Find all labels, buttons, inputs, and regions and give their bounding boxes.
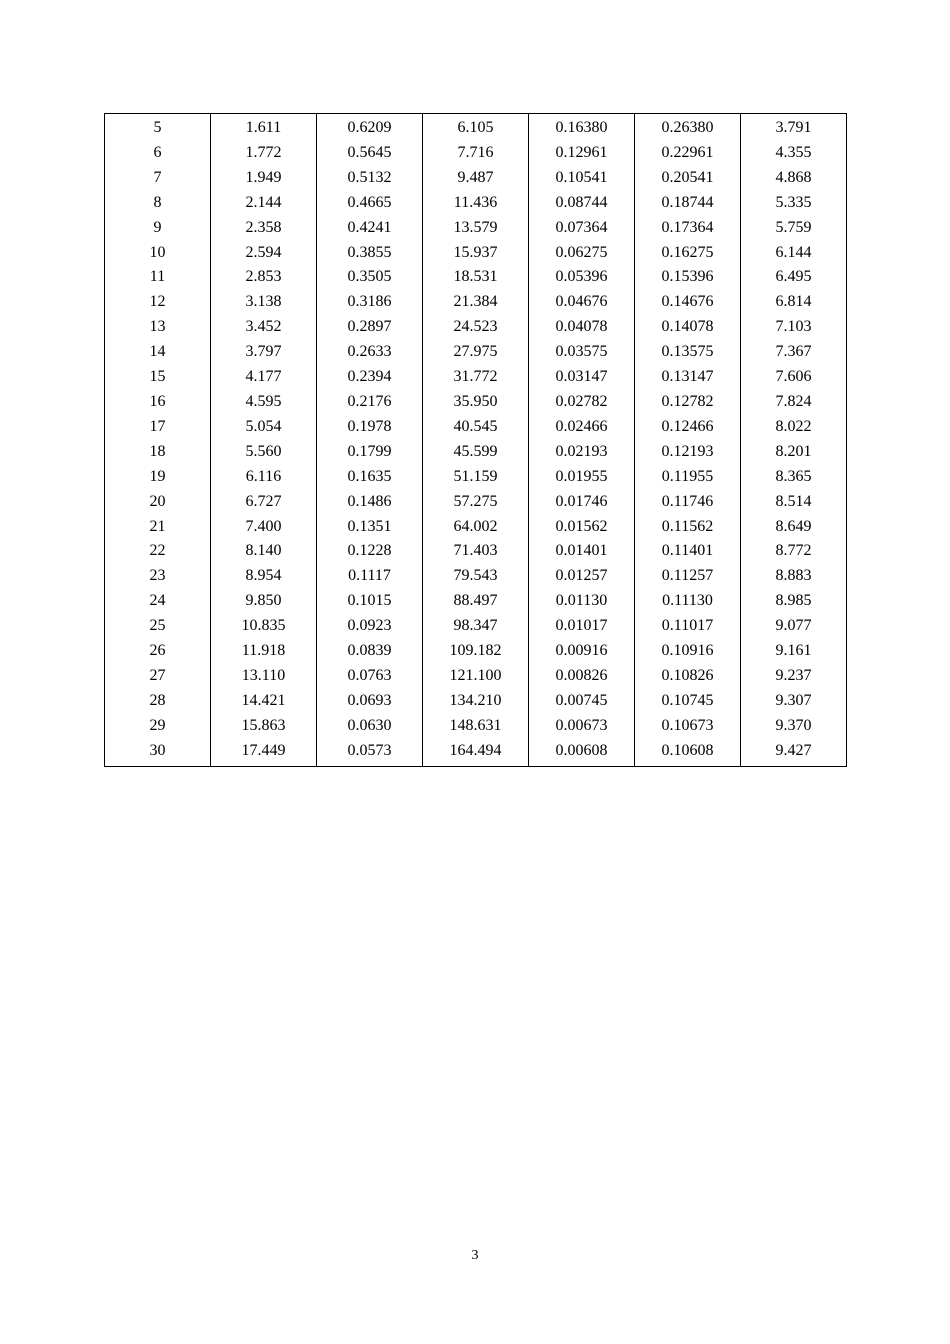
table-cell: 109.182 — [423, 639, 529, 664]
table-cell: 11.918 — [211, 639, 317, 664]
table-cell: 9.237 — [741, 664, 847, 689]
table-cell: 0.2176 — [317, 390, 423, 415]
table-cell: 31.772 — [423, 365, 529, 390]
table-cell: 9.307 — [741, 689, 847, 714]
table-cell: 0.11955 — [635, 465, 741, 490]
table-cell: 0.16380 — [529, 114, 635, 141]
table-cell: 0.3186 — [317, 290, 423, 315]
table-cell: 0.1978 — [317, 415, 423, 440]
table-cell: 164.494 — [423, 739, 529, 766]
table-cell: 27.975 — [423, 340, 529, 365]
table-cell: 9.850 — [211, 589, 317, 614]
table-cell: 7.606 — [741, 365, 847, 390]
table-cell: 0.07364 — [529, 216, 635, 241]
table-cell: 0.03147 — [529, 365, 635, 390]
table-cell: 6.116 — [211, 465, 317, 490]
table-cell: 0.26380 — [635, 114, 741, 141]
table-row — [105, 539, 847, 564]
table-cell: 17.449 — [211, 739, 317, 766]
table-row — [105, 689, 847, 714]
table-cell: 13.579 — [423, 216, 529, 241]
table-cell: 6.495 — [741, 265, 847, 290]
table-cell: 0.10745 — [635, 689, 741, 714]
table-cell: 8.140 — [211, 539, 317, 564]
table-cell: 0.10673 — [635, 714, 741, 739]
table-cell: 8.365 — [741, 465, 847, 490]
table-cell: 9.077 — [741, 614, 847, 639]
table-cell: 121.100 — [423, 664, 529, 689]
table-cell: 6.105 — [423, 114, 529, 141]
table-cell: 4.868 — [741, 166, 847, 191]
table-cell: 64.002 — [423, 515, 529, 540]
table-cell: 0.01401 — [529, 539, 635, 564]
table-cell: 19 — [105, 465, 211, 490]
table-row — [105, 490, 847, 515]
table-cell: 0.13575 — [635, 340, 741, 365]
table-cell: 57.275 — [423, 490, 529, 515]
table-cell: 79.543 — [423, 564, 529, 589]
table-cell: 0.03575 — [529, 340, 635, 365]
table-cell: 0.0630 — [317, 714, 423, 739]
table-cell: 0.01017 — [529, 614, 635, 639]
table-cell: 0.10916 — [635, 639, 741, 664]
table-cell: 0.1635 — [317, 465, 423, 490]
table-cell: 8.954 — [211, 564, 317, 589]
table-cell: 21.384 — [423, 290, 529, 315]
table-cell: 3.797 — [211, 340, 317, 365]
table-cell: 21 — [105, 515, 211, 540]
table-cell: 18 — [105, 440, 211, 465]
table-cell: 0.1228 — [317, 539, 423, 564]
table-cell: 0.2394 — [317, 365, 423, 390]
table-cell: 0.04078 — [529, 315, 635, 340]
table-cell: 1.772 — [211, 141, 317, 166]
table-cell: 0.12961 — [529, 141, 635, 166]
table-cell: 9.370 — [741, 714, 847, 739]
table-row — [105, 415, 847, 440]
table-cell: 0.18744 — [635, 191, 741, 216]
table-row — [105, 515, 847, 540]
table-cell: 0.00916 — [529, 639, 635, 664]
table-cell: 16 — [105, 390, 211, 415]
table-cell: 40.545 — [423, 415, 529, 440]
table-row — [105, 664, 847, 689]
table-row — [105, 465, 847, 490]
table-cell: 0.4665 — [317, 191, 423, 216]
table-cell: 0.00673 — [529, 714, 635, 739]
table-cell: 17 — [105, 415, 211, 440]
table-cell: 0.11562 — [635, 515, 741, 540]
table-cell: 0.2897 — [317, 315, 423, 340]
table-cell: 20 — [105, 490, 211, 515]
table-cell: 0.22961 — [635, 141, 741, 166]
table-row — [105, 589, 847, 614]
table-cell: 9.161 — [741, 639, 847, 664]
table-cell: 0.0763 — [317, 664, 423, 689]
table-row — [105, 241, 847, 266]
table-cell: 7.716 — [423, 141, 529, 166]
table-cell: 0.13147 — [635, 365, 741, 390]
table-cell: 148.631 — [423, 714, 529, 739]
table-cell: 0.10608 — [635, 739, 741, 766]
table-cell: 9.487 — [423, 166, 529, 191]
table-cell: 7.367 — [741, 340, 847, 365]
table-cell: 0.3505 — [317, 265, 423, 290]
table-cell: 1.949 — [211, 166, 317, 191]
table-cell: 2.358 — [211, 216, 317, 241]
table-cell: 5.335 — [741, 191, 847, 216]
table-row — [105, 265, 847, 290]
table-cell: 26 — [105, 639, 211, 664]
table-cell: 45.599 — [423, 440, 529, 465]
table-cell: 5.054 — [211, 415, 317, 440]
table-cell: 18.531 — [423, 265, 529, 290]
table-cell: 88.497 — [423, 589, 529, 614]
table-cell: 0.14078 — [635, 315, 741, 340]
table-cell: 0.6209 — [317, 114, 423, 141]
table-cell: 0.11401 — [635, 539, 741, 564]
table-row — [105, 340, 847, 365]
table-cell: 0.02466 — [529, 415, 635, 440]
page-number: 3 — [471, 1248, 479, 1263]
table-row — [105, 166, 847, 191]
table-cell: 0.5645 — [317, 141, 423, 166]
table-cell: 0.01562 — [529, 515, 635, 540]
table-row — [105, 390, 847, 415]
table-cell: 15.937 — [423, 241, 529, 266]
table-row — [105, 114, 847, 141]
table-cell: 0.1799 — [317, 440, 423, 465]
table-cell: 0.10826 — [635, 664, 741, 689]
table-row — [105, 315, 847, 340]
table-cell: 14.421 — [211, 689, 317, 714]
table-cell: 0.4241 — [317, 216, 423, 241]
table-cell: 15.863 — [211, 714, 317, 739]
table-cell: 24 — [105, 589, 211, 614]
table-cell: 0.10541 — [529, 166, 635, 191]
table-cell: 0.3855 — [317, 241, 423, 266]
table-cell: 0.0839 — [317, 639, 423, 664]
table-cell: 0.06275 — [529, 241, 635, 266]
table-cell: 51.159 — [423, 465, 529, 490]
table-cell: 12 — [105, 290, 211, 315]
table-cell: 8.883 — [741, 564, 847, 589]
table-cell: 4.595 — [211, 390, 317, 415]
table-cell: 0.20541 — [635, 166, 741, 191]
table-cell: 0.5132 — [317, 166, 423, 191]
table-cell: 0.00608 — [529, 739, 635, 766]
table-cell: 8 — [105, 191, 211, 216]
table-row — [105, 714, 847, 739]
interest-factor-table — [104, 113, 847, 767]
table-cell: 6 — [105, 141, 211, 166]
table-row — [105, 739, 847, 766]
table-cell: 0.12193 — [635, 440, 741, 465]
table-cell: 0.0573 — [317, 739, 423, 766]
table-cell: 0.04676 — [529, 290, 635, 315]
table-cell: 14 — [105, 340, 211, 365]
table-body — [105, 114, 847, 767]
table-cell: 7.103 — [741, 315, 847, 340]
table-cell: 11 — [105, 265, 211, 290]
table-cell: 0.16275 — [635, 241, 741, 266]
table-cell: 0.12782 — [635, 390, 741, 415]
table-cell: 3.452 — [211, 315, 317, 340]
table-cell: 0.08744 — [529, 191, 635, 216]
table-row — [105, 141, 847, 166]
table-cell: 13 — [105, 315, 211, 340]
table-cell: 9 — [105, 216, 211, 241]
table-cell: 1.611 — [211, 114, 317, 141]
table-cell: 0.02193 — [529, 440, 635, 465]
table-cell: 9.427 — [741, 739, 847, 766]
table-cell: 0.02782 — [529, 390, 635, 415]
table-cell: 25 — [105, 614, 211, 639]
table-cell: 3.791 — [741, 114, 847, 141]
table-row — [105, 365, 847, 390]
table-cell: 0.1351 — [317, 515, 423, 540]
table-cell: 7.400 — [211, 515, 317, 540]
table-cell: 10 — [105, 241, 211, 266]
table-cell: 0.00826 — [529, 664, 635, 689]
table-cell: 29 — [105, 714, 211, 739]
table-cell: 35.950 — [423, 390, 529, 415]
table-cell: 0.1117 — [317, 564, 423, 589]
table-cell: 98.347 — [423, 614, 529, 639]
table-cell: 8.201 — [741, 440, 847, 465]
table-cell: 10.835 — [211, 614, 317, 639]
table-cell: 4.177 — [211, 365, 317, 390]
table-cell: 71.403 — [423, 539, 529, 564]
table-cell: 30 — [105, 739, 211, 766]
table-cell: 7 — [105, 166, 211, 191]
table-cell: 8.772 — [741, 539, 847, 564]
table-cell: 6.144 — [741, 241, 847, 266]
table-cell: 8.514 — [741, 490, 847, 515]
table-cell: 5 — [105, 114, 211, 141]
table-cell: 0.11746 — [635, 490, 741, 515]
table-cell: 0.17364 — [635, 216, 741, 241]
table-cell: 0.1486 — [317, 490, 423, 515]
table-cell: 28 — [105, 689, 211, 714]
table-cell: 7.824 — [741, 390, 847, 415]
table-cell: 0.00745 — [529, 689, 635, 714]
table-cell: 5.759 — [741, 216, 847, 241]
table-row — [105, 290, 847, 315]
table-row — [105, 440, 847, 465]
table-cell: 22 — [105, 539, 211, 564]
table-cell: 0.2633 — [317, 340, 423, 365]
table-row — [105, 564, 847, 589]
table-cell: 27 — [105, 664, 211, 689]
table-cell: 0.12466 — [635, 415, 741, 440]
table-cell: 3.138 — [211, 290, 317, 315]
table-row — [105, 614, 847, 639]
table-cell: 0.01955 — [529, 465, 635, 490]
table-cell: 0.01746 — [529, 490, 635, 515]
table-cell: 0.11130 — [635, 589, 741, 614]
table-cell: 0.15396 — [635, 265, 741, 290]
table-cell: 0.14676 — [635, 290, 741, 315]
table-cell: 0.01130 — [529, 589, 635, 614]
table-cell: 0.11257 — [635, 564, 741, 589]
table-row — [105, 216, 847, 241]
table-cell: 0.05396 — [529, 265, 635, 290]
table-cell: 5.560 — [211, 440, 317, 465]
table-cell: 2.144 — [211, 191, 317, 216]
table-cell: 8.985 — [741, 589, 847, 614]
table-cell: 8.649 — [741, 515, 847, 540]
table-cell: 0.1015 — [317, 589, 423, 614]
table-cell: 134.210 — [423, 689, 529, 714]
table-cell: 2.594 — [211, 241, 317, 266]
table-cell: 6.727 — [211, 490, 317, 515]
table-row — [105, 191, 847, 216]
table-cell: 0.01257 — [529, 564, 635, 589]
table-cell: 6.814 — [741, 290, 847, 315]
table-cell: 24.523 — [423, 315, 529, 340]
table-row — [105, 639, 847, 664]
table-cell: 0.11017 — [635, 614, 741, 639]
table-cell: 0.0923 — [317, 614, 423, 639]
table-cell: 0.0693 — [317, 689, 423, 714]
table-cell: 15 — [105, 365, 211, 390]
table-cell: 23 — [105, 564, 211, 589]
table-cell: 2.853 — [211, 265, 317, 290]
table-cell: 8.022 — [741, 415, 847, 440]
table-cell: 11.436 — [423, 191, 529, 216]
table-cell: 4.355 — [741, 141, 847, 166]
table-cell: 13.110 — [211, 664, 317, 689]
